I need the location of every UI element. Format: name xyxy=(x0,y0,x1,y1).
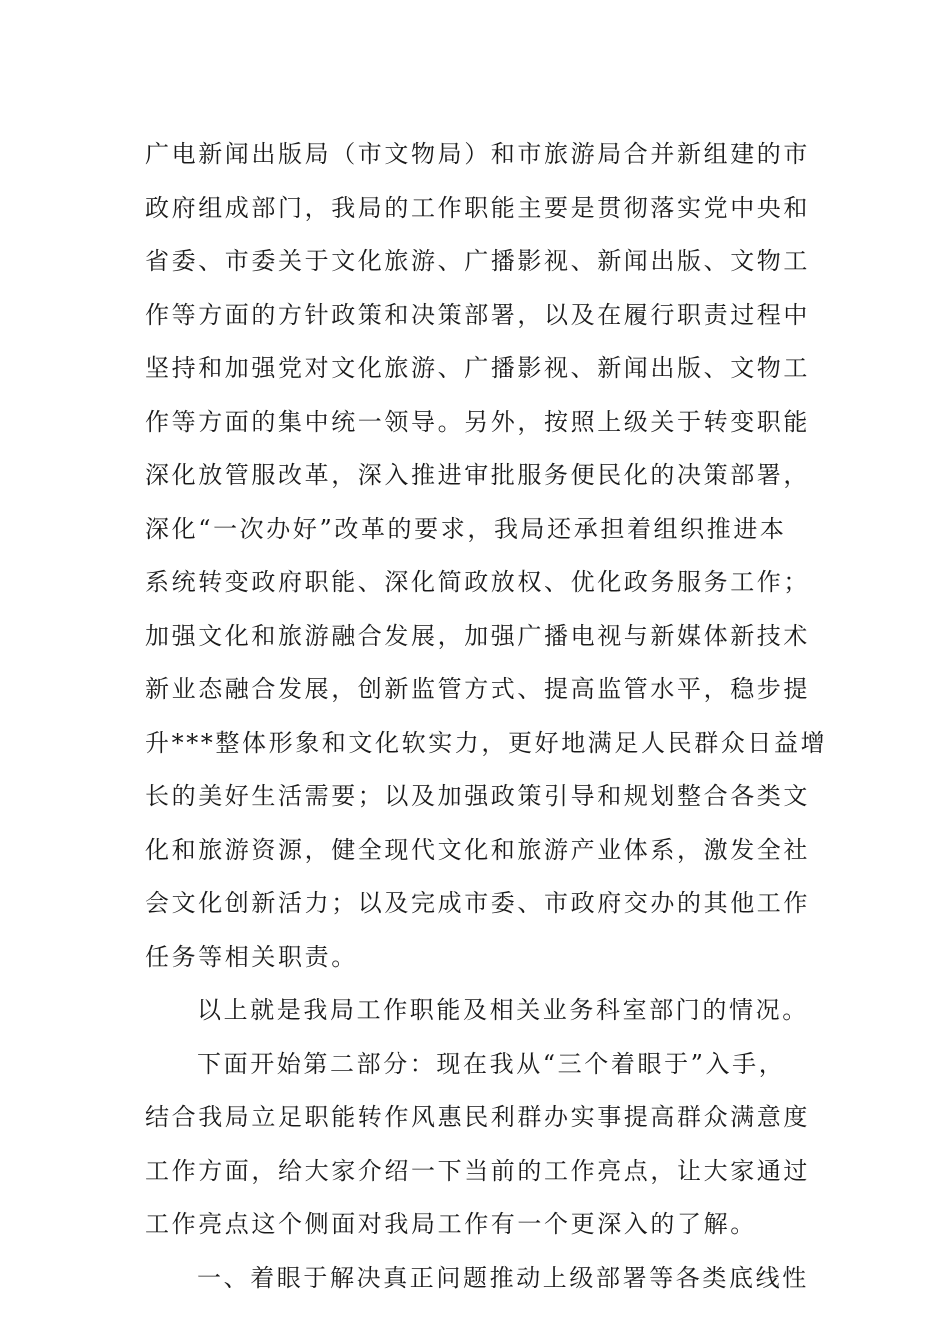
text-line: 长的美好生活需要；以及加强政策引导和规划整合各类文 xyxy=(145,782,810,810)
text-line: 深化放管服改革，深入推进审批服务便民化的决策部署， xyxy=(145,461,810,489)
text-line: 升***整体形象和文化软实力，更好地满足人民群众日益增 xyxy=(145,728,828,757)
text-line: 工作方面，给大家介绍一下当前的工作亮点，让大家通过 xyxy=(145,1156,810,1185)
text-line: 作等方面的方针政策和决策部署，以及在履行职责过程中 xyxy=(145,300,810,329)
text-line: 省委、市委关于文化旅游、广播影视、新闻出版、文物工 xyxy=(145,247,810,275)
text-line: 坚持和加强党对文化旅游、广播影视、新闻出版、文物工 xyxy=(145,354,810,382)
paragraph-line: 以上就是我局工作职能及相关业务科室部门的情况。 xyxy=(197,996,809,1024)
text-line: 广电新闻出版局（市文物局）和市旅游局合并新组建的市 xyxy=(145,140,810,168)
text-line: 新业态融合发展，创新监管方式、提高监管水平，稳步提 xyxy=(145,675,810,703)
text-line: 结合我局立足职能转作风惠民利群办实事提高群众满意度 xyxy=(145,1103,810,1131)
paragraph-line: 下面开始第二部分：现在我从“三个着眼于”入手， xyxy=(197,1049,786,1078)
text-line: 工作亮点这个侧面对我局工作有一个更深入的了解。 xyxy=(145,1210,757,1238)
text-line: 政府组成部门，我局的工作职能主要是贯彻落实党中央和 xyxy=(145,193,810,222)
text-line: 深化“一次办好”改革的要求，我局还承担着组织推进本 xyxy=(145,514,787,543)
text-line: 会文化创新活力；以及完成市委、市政府交办的其他工作 xyxy=(145,889,810,917)
text-line: 加强文化和旅游融合发展，加强广播电视与新媒体新技术 xyxy=(145,621,810,650)
text-line: 任务等相关职责。 xyxy=(145,942,358,971)
text-line: 化和旅游资源，健全现代文化和旅游产业体系，激发全社 xyxy=(145,835,810,864)
text-line: 系统转变政府职能、深化简政放权、优化政务服务工作； xyxy=(145,568,810,596)
text-line: 作等方面的集中统一领导。另外，按照上级关于转变职能 xyxy=(145,407,810,436)
section-heading-line: 一、着眼于解决真正问题推动上级部署等各类底线性 xyxy=(197,1263,809,1292)
document-body xyxy=(145,128,828,1305)
